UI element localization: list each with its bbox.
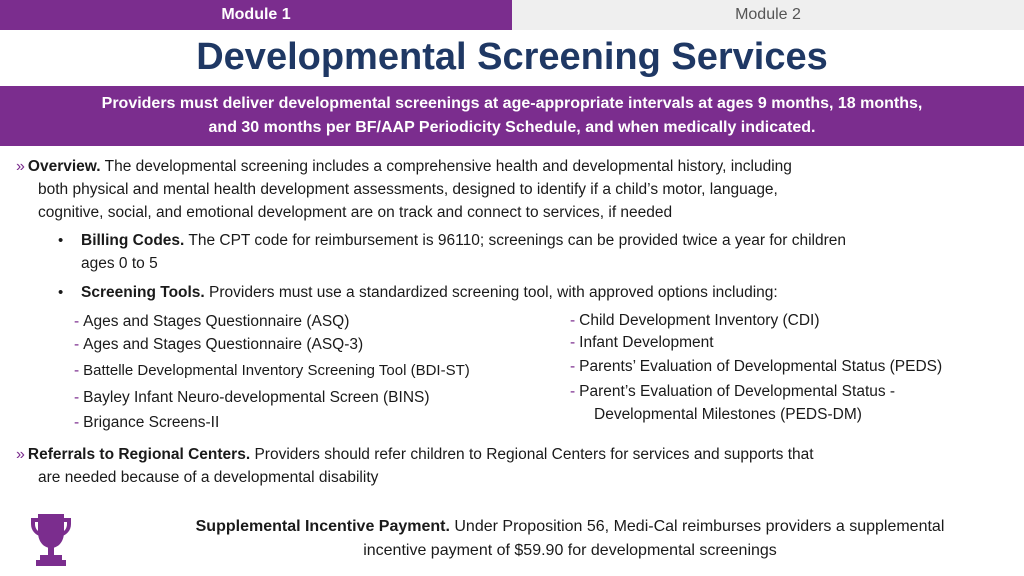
requirement-banner bbox=[0, 86, 1024, 146]
banner-line-1: Providers must deliver developmental screenings at age-appropriate intervals at ages 9 months, 18 months, bbox=[101, 95, 923, 112]
module-tabs bbox=[0, 0, 1024, 30]
bullet-marker: • bbox=[58, 232, 64, 249]
tab-module-1[interactable]: Module 1 bbox=[0, 0, 512, 30]
overview-section bbox=[16, 155, 792, 224]
list-item: - Parents’ Evaluation of Developmental Status (PEDS) bbox=[570, 358, 943, 375]
tab-module-2[interactable]: Module 2 bbox=[512, 0, 1024, 30]
list-item: - Battelle Developmental Inventory Screening Tool (BDI-ST) bbox=[74, 362, 470, 379]
screening-text: Providers must use a standardized screening tool, with approved options including: bbox=[204, 284, 778, 301]
referrals-section bbox=[16, 443, 814, 489]
trophy-icon bbox=[28, 512, 74, 568]
list-item-continuation: Developmental Milestones (PEDS-DM) bbox=[594, 406, 862, 423]
overview-text-2: both physical and mental health development assessments, designed to identify if a child’s motor, language, bbox=[38, 181, 778, 198]
incentive-text-1: Under Proposition 56, Medi-Cal reimburses providers a supplemental bbox=[449, 518, 945, 535]
page-title: Developmental Screening Services bbox=[196, 36, 828, 78]
bullet-marker: • bbox=[58, 284, 64, 301]
overview-text-3: cognitive, social, and emotional development are on track and connect to services, if needed bbox=[38, 204, 673, 221]
overview-heading: Overview. bbox=[27, 158, 101, 175]
billing-text-2: ages 0 to 5 bbox=[81, 255, 158, 272]
screening-heading: Screening Tools. bbox=[81, 284, 205, 301]
referrals-text-2: are needed because of a developmental disability bbox=[38, 469, 379, 486]
incentive-heading: Supplemental Incentive Payment. bbox=[195, 518, 450, 535]
incentive-note bbox=[120, 515, 1020, 563]
list-item: - Child Development Inventory (CDI) bbox=[570, 312, 820, 329]
chevron-marker: » bbox=[16, 158, 25, 175]
billing-text-1: The CPT code for reimbursement is 96110; screenings can be provided twice a year for children bbox=[184, 232, 847, 249]
banner-line-2: and 30 months per BF/AAP Periodicity Schedule, and when medically indicated. bbox=[208, 119, 816, 136]
screening-section bbox=[81, 281, 778, 304]
list-item: - Brigance Screens-II bbox=[74, 414, 220, 431]
incentive-text-2: incentive payment of $59.90 for developmental screenings bbox=[363, 542, 777, 559]
overview-text-1: The developmental screening includes a comprehensive health and developmental history, including bbox=[100, 158, 792, 175]
chevron-marker: » bbox=[16, 446, 25, 463]
list-item: - Bayley Infant Neuro-developmental Screen (BINS) bbox=[74, 389, 430, 406]
billing-section bbox=[81, 229, 846, 275]
list-item: - Infant Development bbox=[570, 334, 714, 351]
referrals-heading: Referrals to Regional Centers. bbox=[27, 446, 251, 463]
billing-heading: Billing Codes. bbox=[81, 232, 185, 249]
list-item: - Ages and Stages Questionnaire (ASQ) bbox=[74, 313, 350, 330]
list-item: - Parent’s Evaluation of Developmental Status - bbox=[570, 383, 896, 400]
referrals-text-1: Providers should refer children to Regional Centers for services and supports that bbox=[250, 446, 814, 463]
list-item: - Ages and Stages Questionnaire (ASQ-3) bbox=[74, 336, 364, 353]
